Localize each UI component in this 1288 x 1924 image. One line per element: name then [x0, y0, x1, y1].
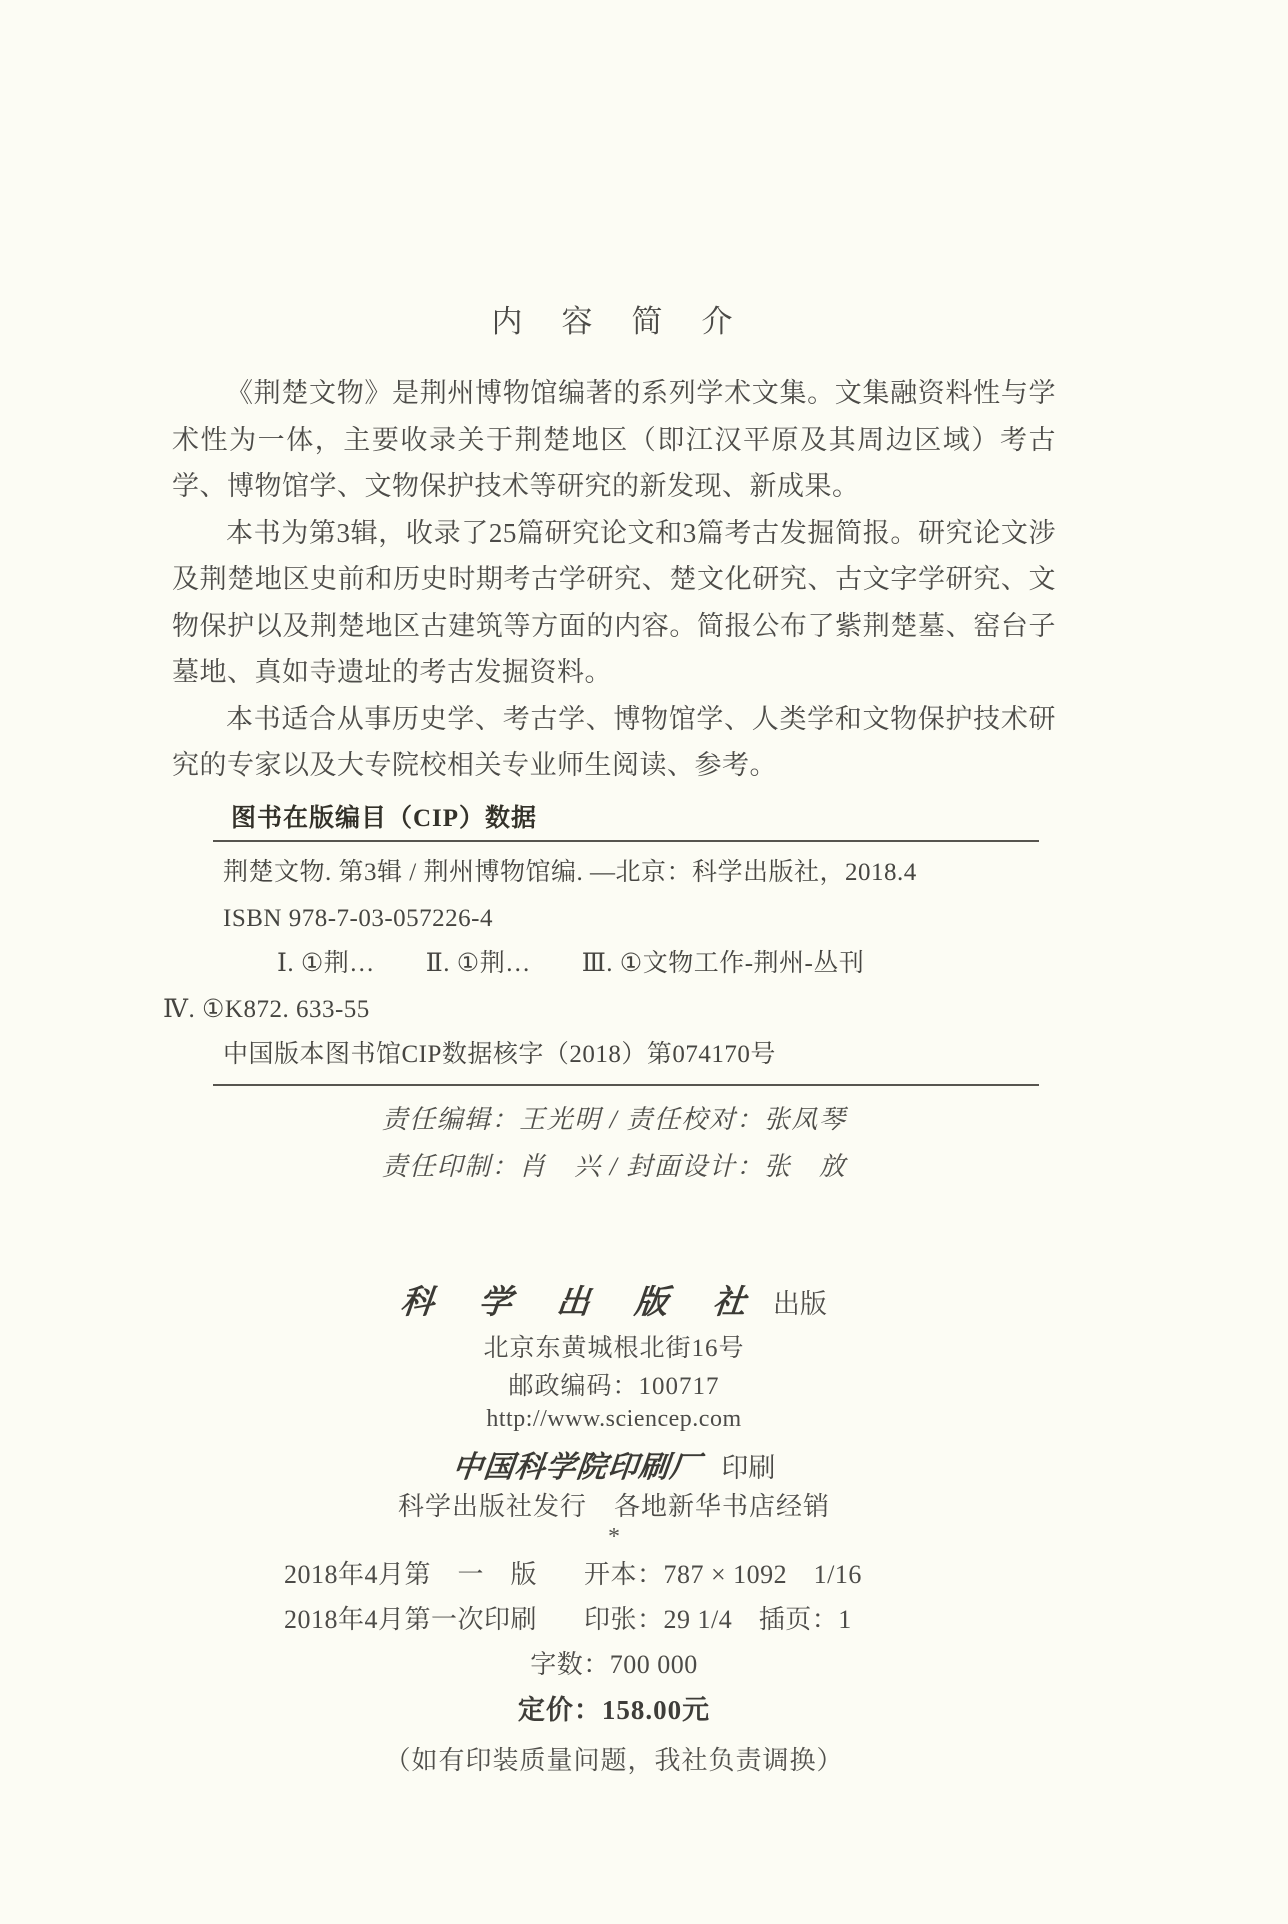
credits-block: [172, 1096, 1056, 1190]
publisher-address: 北京东黄城根北街16号: [483, 1335, 745, 1362]
printer-brand: 中国科学院印刷厂: [450, 1451, 702, 1484]
printer-line: [172, 1442, 1056, 1486]
publisher-postcode: 邮政编码：100717: [508, 1373, 720, 1400]
cip-title-line: 荆楚文物. 第3辑 / 荆州博物馆编. —北京：科学出版社，2018.4: [223, 859, 917, 886]
cip-registry-line: 中国版本图书馆CIP数据核字（2018）第074170号: [223, 1041, 776, 1068]
word-count: 字数：700 000: [530, 1650, 698, 1679]
publisher-line: [172, 1276, 1056, 1323]
cip-divider-top: [213, 840, 1039, 842]
edition-table: [172, 1552, 1056, 1642]
edition-date-1: 2018年4月第 一 版: [284, 1560, 538, 1589]
intro-paragraph-2: 本书为第3辑，收录了25篇研究论文和3篇考古发掘简报。研究论文涉及荆楚地区史前和历史时期考古学研究、楚文化研究、古文字学研究、文物保护以及荆楚地区古建筑等方面的内容。简报公布了紫荆楚墓、窑台子墓地、真如寺遗址的考古发掘资料。: [172, 517, 1056, 687]
cip-classification-line-2: Ⅳ. ①K872. 633-55: [163, 995, 370, 1023]
credits-line-2: 责任印制：肖 兴 / 封面设计：张 放: [381, 1152, 847, 1181]
quality-notice: （如有印装质量问题，我社负责调换）: [384, 1746, 844, 1775]
page-title: 内 容 简 介: [491, 304, 737, 339]
cip-heading: 图书在版编目（CIP）数据: [231, 805, 538, 832]
cip-isbn-line: ISBN 978-7-03-057226-4: [223, 904, 494, 932]
cip-classification-line: Ⅰ. ①荆… Ⅱ. ①荆… Ⅲ. ①文物工作-荆州-丛刊: [277, 950, 865, 977]
publisher-brand: 科 学 出 版 社: [398, 1285, 754, 1321]
edition-date-2: 2018年4月第一次印刷: [284, 1605, 538, 1634]
publisher-suffix: 出版: [772, 1289, 827, 1319]
cip-divider-bottom: [213, 1084, 1039, 1086]
edition-row-2: [172, 1597, 1056, 1642]
edition-format: 开本：787 × 1092 1/16: [584, 1560, 862, 1589]
edition-row-1: [172, 1552, 1056, 1597]
intro-paragraph-1: 《荆楚文物》是荆州博物馆编著的系列学术文集。文集融资料性与学术性为一体，主要收录关于荆楚地区（即江汉平原及其周边区域）考古学、博物馆学、文物保护技术等研究的新发现、新成果。: [172, 378, 1056, 501]
intro-section: [172, 370, 1056, 789]
cip-block: [163, 802, 1039, 1086]
edition-sheets: 印张：29 1/4 插页：1: [584, 1605, 852, 1634]
printer-suffix: 印刷: [721, 1453, 776, 1483]
publisher-website: http://www.sciencep.com: [486, 1406, 742, 1432]
intro-paragraph-3: 本书适合从事历史学、考古学、博物馆学、人类学和文物保护技术研究的专家以及大专院校相关专业师生阅读、参考。: [172, 703, 1056, 780]
distribution-line: 科学出版社发行 各地新华书店经销: [397, 1492, 830, 1521]
credits-line-1: 责任编辑：王光明 / 责任校对：张凤琴: [381, 1105, 847, 1134]
price: 定价：158.00元: [517, 1695, 711, 1725]
separator-star: *: [608, 1524, 620, 1550]
